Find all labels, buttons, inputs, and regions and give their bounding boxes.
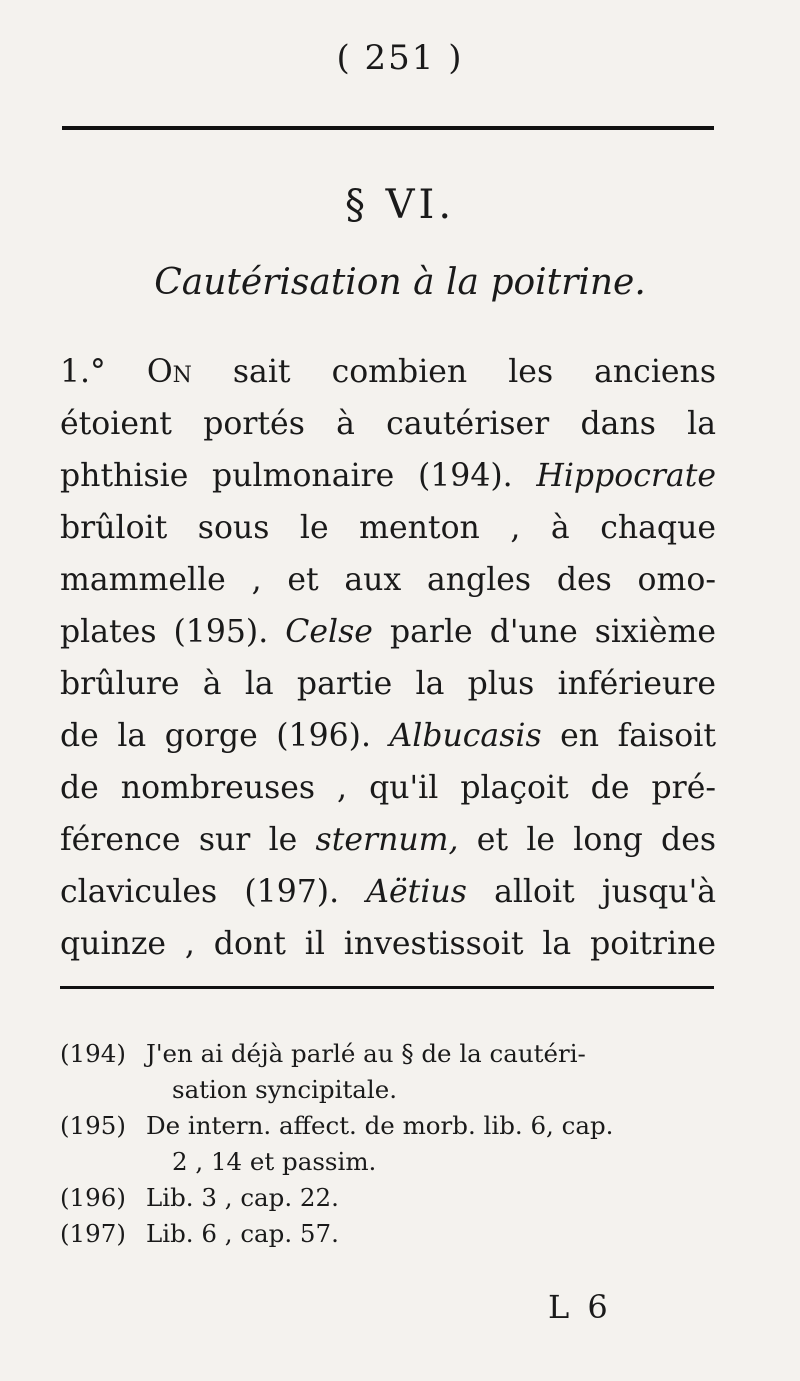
text-run: sait combien les anciens xyxy=(191,354,716,390)
italic-name: Aëtius xyxy=(366,874,467,910)
footnote xyxy=(60,1180,720,1216)
section-title: Cautérisation à la poitrine. xyxy=(154,262,646,303)
footnote-continuation: 2 , 14 et passim. xyxy=(172,1147,377,1176)
text-line xyxy=(60,814,716,866)
text-run: en faisoit xyxy=(541,718,716,754)
page-number: ( 251 ) xyxy=(336,38,464,78)
text-run: et le long des xyxy=(458,822,716,858)
footnote-number: (194) xyxy=(60,1039,126,1068)
footnote-continuation: sation syncipitale. xyxy=(172,1075,398,1104)
footnote-number: (196) xyxy=(60,1183,126,1212)
text-run: plates (195). xyxy=(60,614,286,650)
footnote-number: (197) xyxy=(60,1219,126,1248)
text-line xyxy=(60,450,716,502)
italic-name: Celse xyxy=(285,614,373,650)
text-line: brûlure à la partie la plus inférieure xyxy=(60,666,716,702)
text-line xyxy=(60,346,716,398)
text-line: brûloit sous le menton , à chaque xyxy=(60,510,716,546)
footnote xyxy=(60,1108,720,1144)
text-line: quinze , dont il investissoit la poitrine xyxy=(60,926,716,962)
text-line xyxy=(60,606,716,658)
text-run: clavicules (197). xyxy=(60,874,367,910)
text-line xyxy=(60,710,716,762)
text-run: phthisie pulmonaire (194). xyxy=(60,458,537,494)
footnote-number: (195) xyxy=(60,1111,126,1140)
signature-mark: L 6 xyxy=(548,1288,612,1326)
text-run: parle d'une sixième xyxy=(372,614,717,650)
text-line: mammelle , et aux angles des omo- xyxy=(60,562,716,598)
small-caps-word: On xyxy=(146,354,192,390)
text-run: alloit jusqu'à xyxy=(466,874,717,910)
text-run: férence sur le xyxy=(60,822,316,858)
footnote-rule xyxy=(60,986,714,989)
footnote-text: Lib. 6 , cap. 57. xyxy=(146,1219,339,1248)
italic-term: sternum, xyxy=(315,822,459,858)
footnote-text: J'en ai déjà parlé au § de la cautéri- xyxy=(146,1039,586,1068)
italic-name: Albucasis xyxy=(389,718,542,754)
footnote xyxy=(60,1036,720,1072)
paragraph-number: 1.° xyxy=(60,354,147,390)
header-rule xyxy=(62,126,714,130)
footnotes xyxy=(60,1036,720,1252)
footnote xyxy=(60,1216,720,1252)
footnote-text: Lib. 3 , cap. 22. xyxy=(146,1183,339,1212)
text-line xyxy=(60,866,716,918)
text-line: étoient portés à cautériser dans la xyxy=(60,406,716,442)
italic-name: Hippocrate xyxy=(536,458,716,494)
body-paragraph xyxy=(60,346,716,970)
footnote-text: De intern. affect. de morb. lib. 6, cap. xyxy=(146,1111,614,1140)
text-line: de nombreuses , qu'il plaçoit de pré- xyxy=(60,770,716,806)
section-heading: § VI. xyxy=(344,182,456,228)
text-run: de la gorge (196). xyxy=(60,718,390,754)
